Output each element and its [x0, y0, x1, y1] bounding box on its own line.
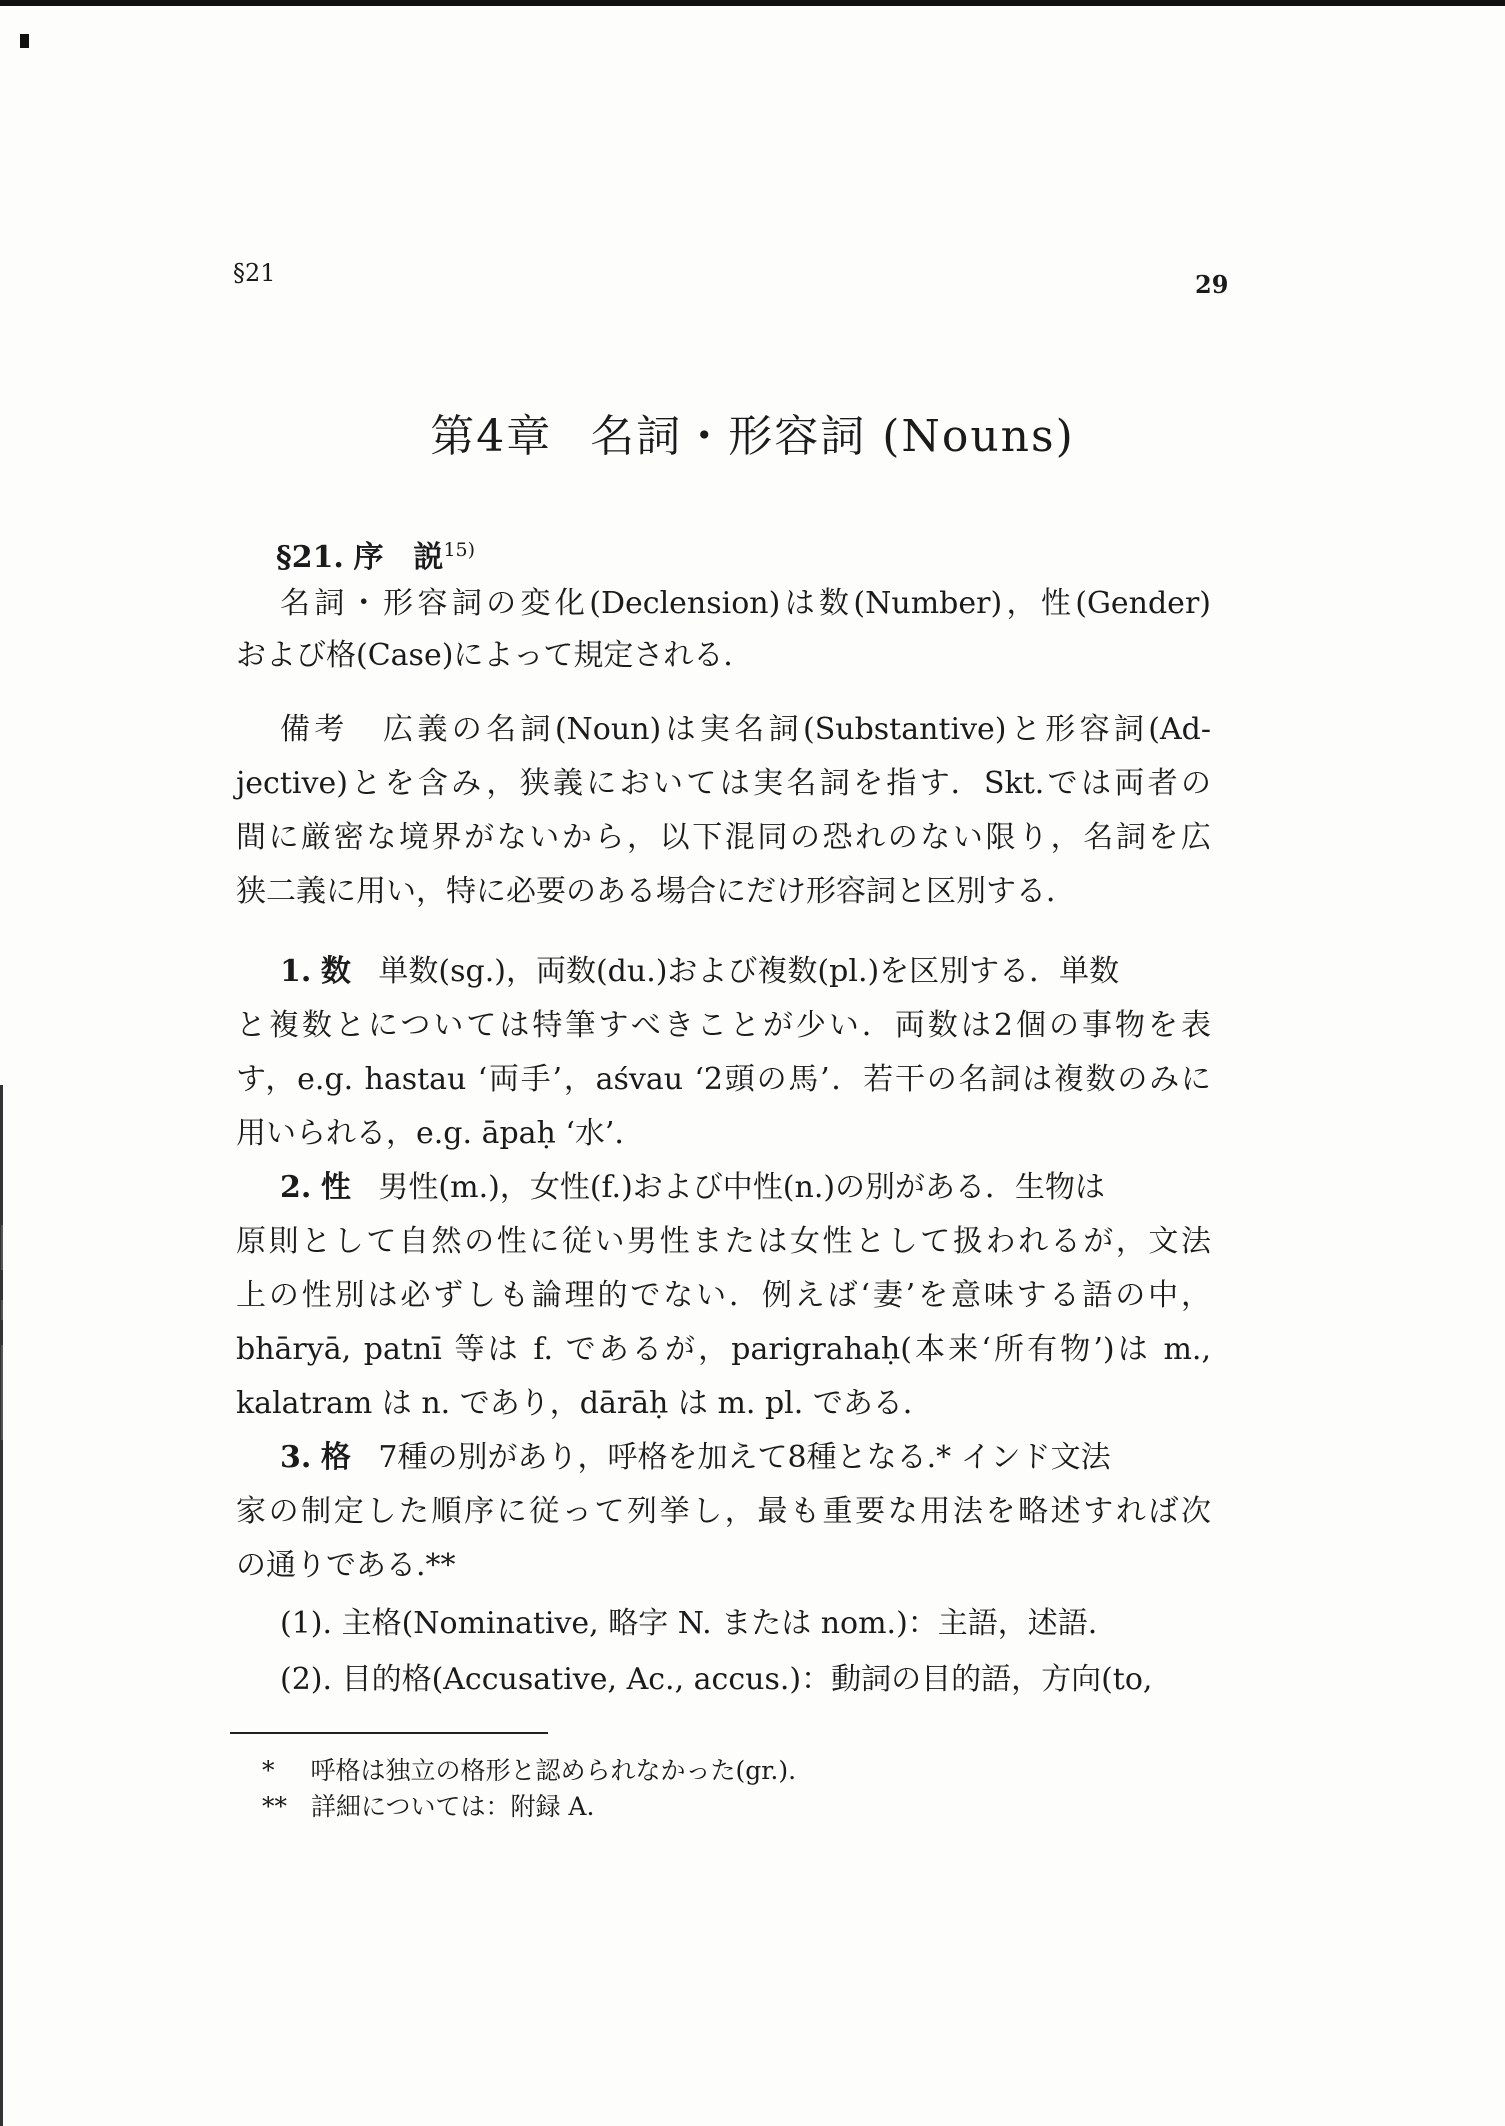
item3-line: の通りである.** [236, 1548, 456, 1583]
footnote-text: 詳細については：附録 A. [310, 1792, 595, 1821]
chapter-label: 第4章 [430, 411, 553, 462]
chapter-name: 名詞・形容詞 (Nouns) [590, 411, 1075, 462]
chapter-title [0, 400, 1505, 464]
page-number: 29 [1195, 270, 1229, 299]
item1-first-line [280, 950, 1211, 994]
item2-line: 原則として自然の性に従い男性または女性として扱われるが，文法 [236, 1224, 1211, 1259]
item1-line: す，e.g. hastau ‘両手’，aśvau ‘2頭の馬’．若干の名詞は複数のみに [236, 1062, 1211, 1097]
item1-head: 数 [320, 954, 351, 989]
item1-line: と複数とについては特筆すべきことが少い．両数は2個の事物を表 [236, 1008, 1211, 1043]
remark-line: 備考 広義の名詞(Noun)は実名詞(Substantive)と形容詞(Ad- [280, 712, 1211, 747]
item2-line: bhāryā, patnī 等は f. であるが，parigrahaḥ(本来‘所有物’)は m., [236, 1332, 1211, 1367]
scan-border-top [0, 0, 1505, 6]
section-title: 序 説 [353, 540, 444, 575]
item3-first-line [280, 1436, 1211, 1480]
footnote-text: 呼格は独立の格形と認められなかった(gr.). [310, 1756, 797, 1785]
remark-line: 狭二義に用い，特に必要のある場合にだけ形容詞と区別する． [236, 874, 1076, 909]
footnote-mark: * [262, 1756, 275, 1785]
scan-mark [20, 34, 29, 48]
footnote-mark: ** [262, 1792, 287, 1821]
case-item: (1). 主格(Nominative, 略字 N. または nom.)：主語，述語. [280, 1606, 1098, 1641]
item3-number: 3. [280, 1440, 312, 1475]
item1-line: 用いられる，e.g. āpaḥ ‘水’． [236, 1116, 645, 1151]
section-heading [276, 528, 1251, 580]
item2-line: kalatram は n. であり，dārāḥ は m. pl. である． [236, 1386, 933, 1421]
section-number: §21. [276, 540, 344, 575]
running-header-section: §21 [233, 259, 276, 287]
footnote [262, 1790, 594, 1824]
item1-number: 1. [280, 954, 312, 989]
footnote [262, 1754, 796, 1788]
remark-line: jective)とを含み，狭義においては実名詞を指す．Skt.では両者の [236, 766, 1211, 801]
item2-text: 男性(m.)，女性(f.)および中性(n.)の別がある．生物は [378, 1170, 1106, 1205]
item2-first-line [280, 1166, 1211, 1210]
item2-head: 性 [320, 1170, 351, 1205]
scan-tick [1, 1225, 3, 1270]
item2-line: 上の性別は必ずしも論理的でない．例えば‘妻’を意味する語の中， [236, 1278, 1211, 1313]
item2-number: 2. [280, 1170, 312, 1205]
section-footnote-ref: 15) [443, 539, 476, 561]
intro-line: および格(Case)によって規定される． [236, 638, 754, 673]
intro-line: 名詞・形容詞の変化(Declension)は数(Number)，性(Gender) [280, 586, 1211, 621]
item3-head: 格 [320, 1440, 351, 1475]
case-item: (2). 目的格(Accusative, Ac., accus.)：動詞の目的語，方向(to, [280, 1662, 1153, 1697]
scan-tick [1, 1345, 3, 1440]
footnote-rule [230, 1732, 548, 1734]
scan-tick [1, 1300, 3, 1320]
item3-line: 家の制定した順序に従って列挙し，最も重要な用法を略述すれば次 [236, 1494, 1211, 1529]
remark-line: 間に厳密な境界がないから，以下混同の恐れのない限り，名詞を広 [236, 820, 1211, 855]
item3-text: 7種の別があり，呼格を加えて8種となる.* インド文法 [378, 1440, 1111, 1475]
item1-text: 単数(sg.)，両数(du.)および複数(pl.)を区別する．単数 [378, 954, 1120, 989]
